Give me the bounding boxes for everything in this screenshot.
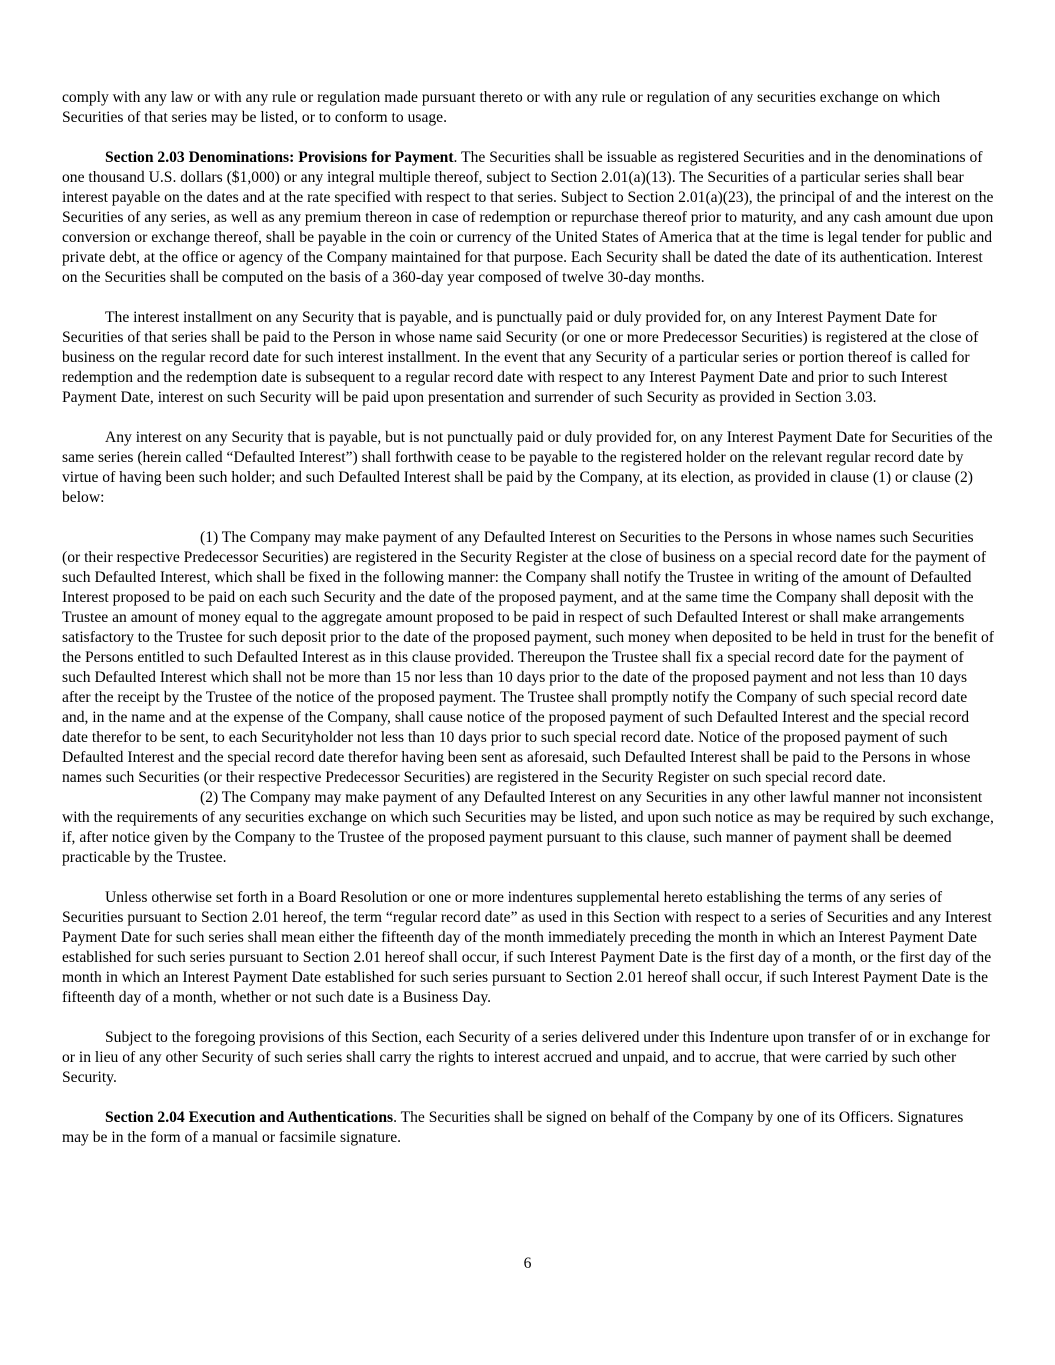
paragraph-regular-record-date: Unless otherwise set forth in a Board Resolution or one or more indentures supplemental hereto establishing the terms of any series of Securities pursuant to Section 2.01 hereof, the term “regular record date” as used in this Section with respect to a series of Securities and any Interest Payment Date for such series shall mean either the fifteenth day of the month immediately preceding the month in which an Interest Payment Date established for such series pursuant to Section 2.01 hereof shall occur, if such Interest Payment Date is the first day of a month, or the first day of the month in which an Interest Payment Date established for such series pursuant to Section 2.01 hereof shall occur, if such Interest Payment Date is the fifteenth day of a month, whether or not such date is a Business Day. (62, 889, 992, 1006)
page-number: 6 (523, 1255, 532, 1272)
section-2-03 (62, 148, 994, 288)
paragraph-continuation: comply with any law or with any rule or regulation made pursuant thereto or with any rule or regulation of any securities exchange on which Securities of that series may be listed, or to conform to usage. (62, 89, 941, 126)
section-heading: Section 2.03 Denominations: Provisions for Payment (105, 149, 454, 166)
paragraph-defaulted-interest: Any interest on any Security that is payable, but is not punctually paid or duly provided for, on any Interest Payment Date for Securities of the same series (herein called “Defaulted Interest”) shall forthwith cease to be payable to the registered holder on the relevant regular record date by virtue of having been such holder; and such Defaulted Interest shall be paid by the Company, at its election, as provided in clause (1) or clause (2) below: (62, 429, 993, 506)
paragraph-transfer-rights: Subject to the foregoing provisions of this Section, each Security of a series delivered under this Indenture upon transfer of or in exchange for or in lieu of any other Security of such series shall carry the rights to interest accrued and unpaid, and to accrue, that were carried by such other Security. (62, 1029, 991, 1086)
section-2-04 (62, 1108, 994, 1148)
section-body: . The Securities shall be issuable as registered Securities and in the denominations of one thousand U.S. dollars ($1,000) or any integral multiple thereof, subject to Section 2.01(a)(13). The Securities of a particular series shall bear interest payable on the dates and at the rate specified with respect to that series. Subject to Section 2.01(a)(23), the principal of and the interest on the Securities of any series, as well as any premium thereon in case of redemption or repurchase thereof prior to maturity, and any cash amount due upon conversion or exchange thereof, shall be payable in the coin or currency of the United States of America that at the time is legal tender for public and private debt, at the office or agency of the Company maintained for that purpose. Each Security shall be dated the date of its authentication. Interest on the Securities shall be computed on the basis of a 360-day year composed of twelve 30-day months. (62, 149, 994, 286)
document-page (62, 88, 994, 1168)
paragraph-interest-installment: The interest installment on any Security that is payable, and is punctually paid or duly provided for, on any Interest Payment Date for Securities of that series shall be paid to the Person in whose name said Security (or one or more Predecessor Securities) is registered at the close of business on the regular record date for such interest installment. In the event that any Security of a particular series or portion thereof is called for redemption and the redemption date is subsequent to a regular record date with respect to any Interest Payment Date and prior to such Interest Payment Date, interest on such Security will be paid upon presentation and surrender of such Security as provided in Section 3.03. (62, 309, 979, 406)
section-body: . The Securities shall be signed on behalf of the Company by one of its Officers. Signatures may be in the form of a manual or facsimile signature. (62, 1109, 964, 1146)
clause-1: (1) The Company may make payment of any Defaulted Interest on Securities to the Persons in whose names such Securities (or their respective Predecessor Securities) are registered in the Security Register at the close of business on a special record date for the payment of such Defaulted Interest, which shall be fixed in the following manner: the Company shall notify the Trustee in writing of the amount of Defaulted Interest proposed to be paid on each such Security and the date of the proposed payment, and at the same time the Company shall deposit with the Trustee an amount of money equal to the aggregate amount proposed to be paid in respect of such Defaulted Interest or shall make arrangements satisfactory to the Trustee for such deposit prior to the date of the proposed payment, such money when deposited to be held in trust for the benefit of the Persons entitled to such Defaulted Interest as in this clause provided. Thereupon the Trustee shall fix a special record date for the payment of such Defaulted Interest which shall not be more than 15 nor less than 10 days prior to the date of the proposed payment and not less than 10 days after the receipt by the Trustee of the notice of the proposed payment. The Trustee shall promptly notify the Company of such special record date and, in the name and at the expense of the Company, shall cause notice of the proposed payment of such Defaulted Interest and the special record date therefor to be sent, to each Securityholder not less than 10 days prior to such special record date. Notice of the proposed payment of such Defaulted Interest and the special record date therefor having been sent as aforesaid, such Defaulted Interest shall be paid to the Persons in whose names such Securities (or their respective Predecessor Securities) are registered in the Security Register on such special record date. (62, 529, 994, 786)
clause-2: (2) The Company may make payment of any Defaulted Interest on any Securities in any other lawful manner not inconsistent with the requirements of any securities exchange on which such Securities may be listed, and upon such notice as may be required by such exchange, if, after notice given by the Company to the Trustee of the proposed payment pursuant to this clause, such manner of payment shall be deemed practicable by the Trustee. (62, 789, 994, 866)
section-heading: Section 2.04 Execution and Authentications (105, 1109, 394, 1126)
